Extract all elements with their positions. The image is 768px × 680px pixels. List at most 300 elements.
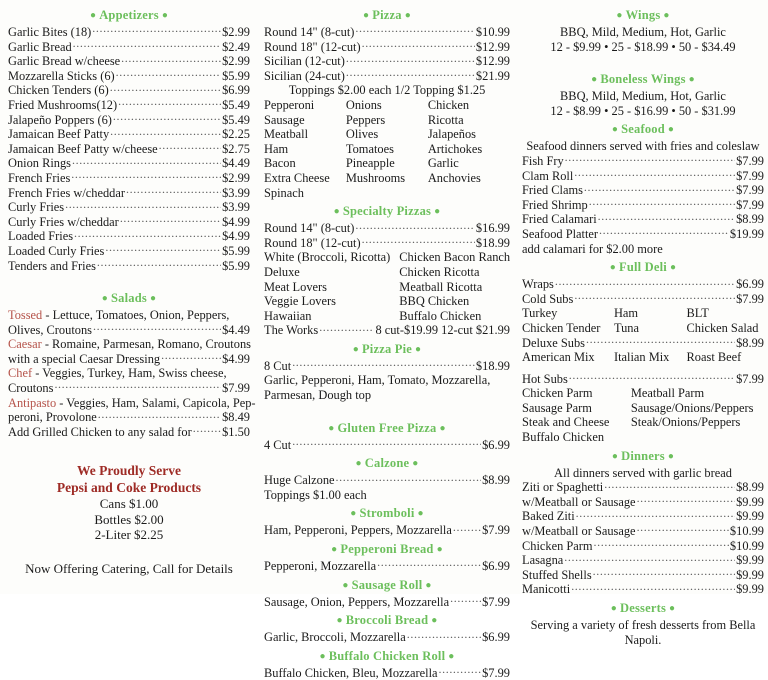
- gluten-free-name: 4 Cut: [264, 437, 292, 452]
- sausage-roll-row: [264, 595, 510, 610]
- leader-dots: [121, 54, 221, 65]
- desserts-note: Serving a variety of fresh desserts from Bella Napoli.: [530, 618, 756, 647]
- salad-item-name: Tossed: [8, 308, 43, 323]
- appetizer-item-price: $4.99: [222, 229, 250, 244]
- seafood-item-row: [522, 169, 764, 184]
- works-price: 8 cut-$19.99 12-cut $21.99: [375, 323, 510, 338]
- leader-dots: [292, 359, 475, 370]
- dinner-item-price: $10.99: [729, 524, 764, 539]
- pizza-item-price: $12.99: [475, 54, 510, 69]
- dinner-item-row: [522, 480, 764, 495]
- works-name: The Works: [264, 323, 319, 338]
- bullet-icon: ●: [404, 10, 411, 21]
- seafood-item-name: Fried Calamari: [522, 212, 597, 227]
- seafood-item-price: $7.99: [736, 153, 764, 168]
- hot-sub-name: Steak/Onions/Peppers: [630, 415, 741, 430]
- leader-dots: [564, 553, 735, 564]
- deluxe-sub-name: American Mix: [522, 350, 595, 365]
- seafood-item-name: Fish Fry: [522, 153, 564, 168]
- gluten-free-row: [264, 438, 510, 453]
- bullet-icon: ●: [667, 124, 675, 136]
- pepperoni-bread-name: Pepperoni, Mozzarella: [264, 559, 377, 574]
- bullet-icon: ●: [663, 10, 670, 21]
- appetizer-item-price: $4.49: [222, 156, 250, 171]
- dinner-item-price: $9.99: [736, 509, 764, 524]
- cold-sub-name: Chicken Tender: [522, 320, 601, 335]
- promo-cans: Cans $1.00: [99, 496, 159, 512]
- appetizer-item-row: [8, 142, 250, 157]
- pizza-topping: Olives: [345, 127, 379, 142]
- appetizer-item-price: $2.49: [222, 39, 250, 54]
- leader-dots: [571, 582, 735, 593]
- cold-subs-col-2: [614, 306, 687, 335]
- salad-item-price: $7.99: [222, 381, 250, 396]
- leader-dots: [126, 186, 221, 197]
- appetizer-item-row: [8, 113, 250, 128]
- appetizer-item-name: Garlic Bread w/cheese: [8, 54, 121, 69]
- hot-subs-grid: [522, 386, 764, 444]
- pizza-pie-desc-1: Garlic, Pepperoni, Ham, Tomato, Mozzarella,: [264, 373, 491, 388]
- salad-item-desc-line-1: Caesar - Romaine, Parmesan, Romano, Croutons: [8, 337, 251, 352]
- pizza-topping: Extra Cheese: [264, 170, 330, 185]
- pizza-list: [264, 25, 510, 83]
- deluxe-subs-name: Deluxe Subs: [522, 335, 585, 350]
- pizza-topping: Pineapple: [345, 156, 395, 171]
- leader-dots: [586, 336, 735, 347]
- hot-subs-price: $7.99: [736, 371, 764, 386]
- calzone-row: [264, 473, 510, 488]
- broccoli-bread-name: Garlic, Broccoli, Mozzarella: [264, 630, 406, 645]
- specialty-pizza-name: BBQ Chicken: [399, 294, 470, 309]
- appetizer-item-price: $5.49: [222, 97, 250, 112]
- section-header-calzone: ● Calzone ●: [264, 456, 510, 471]
- leader-dots: [105, 244, 221, 255]
- bullet-icon: ●: [149, 293, 157, 305]
- appetizer-item-name: Chicken Tenders (6): [8, 83, 109, 98]
- buffalo-chicken-roll-name: Buffalo Chicken, Bleu, Mozzarella: [264, 665, 438, 680]
- pizza-item-row: [264, 69, 510, 84]
- dinner-item-row: [522, 568, 764, 583]
- dinner-item-row: [522, 553, 764, 568]
- leader-dots: [362, 236, 475, 247]
- spacer: [522, 54, 764, 68]
- deluxe-sub-name: Roast Beef: [686, 350, 742, 365]
- sausage-roll-price: $7.99: [482, 594, 510, 609]
- leader-dots: [576, 509, 735, 520]
- section-header-pizza: ● Pizza ●: [264, 8, 510, 23]
- specialty-item-row: [264, 236, 510, 251]
- appetizer-item-name: Mozzarella Sticks (6): [8, 68, 115, 83]
- cold-sub-name: Ham: [613, 306, 639, 321]
- bullet-icon: ●: [363, 10, 370, 21]
- appetizer-item-price: $4.99: [222, 214, 250, 229]
- specialty-item-row: [264, 221, 510, 236]
- leader-dots: [120, 215, 221, 226]
- seafood-item-row: [522, 198, 764, 213]
- buffalo-chicken-roll-price: $7.99: [482, 665, 510, 680]
- pizza-item-name: Round 14" (8-cut): [264, 25, 355, 39]
- broccoli-bread-price: $6.99: [482, 630, 510, 645]
- pizza-topping: Mushrooms: [345, 170, 406, 185]
- deluxe-subs-col-3: [687, 350, 764, 365]
- salad-item-desc-line-1: Antipasto - Veggies, Ham, Salami, Capicola, Pep-: [8, 395, 256, 410]
- dinner-item-name: Chicken Parm: [522, 538, 593, 553]
- leader-dots: [439, 666, 482, 677]
- gluten-free-price: $6.99: [482, 437, 510, 452]
- catering-note: Now Offering Catering, Call for Details: [25, 560, 233, 576]
- leader-dots: [92, 25, 221, 36]
- leader-dots: [161, 352, 221, 363]
- bullet-icon: ●: [611, 450, 619, 462]
- appetizer-item-row: [8, 83, 250, 98]
- bullet-icon: ●: [616, 10, 623, 21]
- dinner-item-price: $8.99: [736, 480, 764, 495]
- pizza-toppings-note: Toppings $2.00 each 1/2 Topping $1.25: [288, 83, 486, 98]
- salad-item-name: Chef: [8, 366, 33, 381]
- leader-dots: [346, 54, 475, 65]
- dinner-item-row: [522, 524, 764, 539]
- appetizer-item-row: [8, 127, 250, 142]
- deluxe-sub-name: Italian Mix: [613, 350, 670, 365]
- appetizer-item-name: Jalapeño Poppers (6): [8, 112, 112, 127]
- cold-subs-name: Cold Subs: [522, 291, 574, 306]
- seafood-item-row: [522, 227, 764, 242]
- seafood-item-row: [522, 212, 764, 227]
- appetizer-item-name: Jamaican Beef Patty w/cheese: [8, 141, 158, 156]
- stromboli-name: Ham, Pepperoni, Peppers, Mozzarella: [264, 523, 452, 538]
- salad-item-row: [8, 323, 250, 338]
- leader-dots: [193, 425, 221, 436]
- stromboli-row: [264, 523, 510, 538]
- leader-dots: [118, 98, 221, 109]
- salad-addon-price: $1.50: [222, 424, 250, 439]
- bullet-icon: ●: [669, 262, 677, 274]
- deli-wraps-row: [522, 277, 764, 292]
- salad-item-row: [8, 410, 250, 425]
- pizza-pie-price: $18.99: [475, 358, 510, 373]
- salad-item-desc-line-2: peroni, Provolone: [8, 410, 97, 425]
- appetizer-item-name: Garlic Bites (18): [8, 25, 92, 39]
- pizza-topping: Ricotta: [427, 112, 464, 127]
- leader-dots: [336, 473, 482, 484]
- specialty-pizza-name: White (Broccoli, Ricotta): [264, 250, 391, 265]
- dinner-item-row: [522, 495, 764, 510]
- calzone-toppings-note: Toppings $1.00 each: [264, 487, 367, 502]
- appetizer-item-price: $2.99: [222, 25, 250, 39]
- appetizer-item-row: [8, 244, 250, 259]
- dinner-item-name: Manicotti: [522, 582, 571, 597]
- deluxe-subs-price: $8.99: [736, 335, 764, 350]
- salad-item-price: $4.49: [222, 322, 250, 337]
- bullet-icon: ●: [609, 262, 616, 274]
- appetizer-item-row: [8, 40, 250, 55]
- salad-item-price: $4.99: [222, 351, 250, 366]
- pizza-item-name: Sicilian (24-cut): [264, 68, 345, 83]
- leader-dots: [73, 40, 221, 51]
- bullet-icon: ●: [669, 603, 676, 614]
- appetizer-item-name: Loaded Curly Fries: [8, 243, 105, 258]
- section-header-specialty-pizzas: ● Specialty Pizzas ●: [264, 204, 510, 219]
- pizza-item-price: $21.99: [475, 68, 510, 83]
- stromboli-price: $7.99: [482, 523, 510, 538]
- bullet-icon: ●: [342, 579, 349, 591]
- appetizer-item-price: $5.99: [222, 243, 250, 258]
- leader-dots: [377, 559, 481, 570]
- cold-subs-col-3: [687, 306, 764, 335]
- specialty-pizza-name: Meatball Ricotta: [399, 279, 483, 294]
- section-header-salads: ● Salads ●: [8, 291, 250, 306]
- leader-dots: [565, 154, 735, 165]
- section-header-broccoli-bread: ● Broccoli Bread ●: [264, 613, 510, 628]
- salad-item-row: [8, 381, 250, 396]
- section-header-stromboli: ● Stromboli ●: [264, 506, 510, 521]
- seafood-note: Seafood dinners served with fries and coleslaw: [526, 139, 760, 154]
- section-header-full-deli: ● Full Deli ●: [522, 260, 764, 275]
- bullet-icon: ●: [89, 10, 97, 21]
- pizza-pie-desc-2: Parmesan, Dough top: [264, 388, 372, 403]
- pizza-topping: Artichokes: [427, 141, 483, 156]
- leader-dots: [65, 200, 221, 211]
- pizza-topping: Jalapeños: [427, 127, 476, 142]
- salad-item-price: $8.49: [222, 410, 250, 425]
- seafood-item-price: $7.99: [736, 183, 764, 198]
- appetizer-item-row: [8, 171, 250, 186]
- leader-dots: [407, 630, 481, 641]
- appetizer-item-price: $5.99: [222, 68, 250, 83]
- pizza-topping: Spinach: [264, 185, 304, 200]
- dinner-item-name: Stuffed Shells: [522, 567, 592, 582]
- bullet-icon: ●: [331, 544, 338, 556]
- buffalo-chicken-roll-row: [264, 666, 510, 680]
- leader-dots: [593, 568, 735, 579]
- wings-prices: 12 - $9.99 • 25 - $18.99 • 50 - $34.49: [550, 39, 736, 54]
- boneless-wings-prices: 12 - $8.99 • 25 - $16.99 • 50 - $31.99: [550, 103, 736, 118]
- pepperoni-bread-row: [264, 559, 510, 574]
- hot-sub-name: Chicken Parm: [522, 386, 593, 401]
- bullet-icon: ●: [350, 508, 357, 520]
- appetizer-item-price: $2.75: [222, 141, 250, 156]
- hot-sub-name: Sausage Parm: [522, 400, 592, 415]
- leader-dots: [159, 142, 221, 153]
- pizza-topping: Tomatoes: [345, 141, 394, 156]
- specialty-item-price: $16.99: [475, 221, 510, 236]
- promo-two-liter: 2-Liter $2.25: [94, 527, 164, 543]
- bullet-icon: ●: [591, 74, 598, 86]
- dinner-item-name: w/Meatball or Sausage: [522, 494, 636, 509]
- wings-flavors: BBQ, Mild, Medium, Hot, Garlic: [560, 25, 726, 39]
- toppings-col-2: [346, 98, 428, 200]
- section-header-pizza-pie: ● Pizza Pie ●: [264, 342, 510, 357]
- appetizer-item-name: Curly Fries: [8, 200, 65, 215]
- specialty-pizza-name: Buffalo Chicken: [399, 308, 482, 323]
- bullet-icon: ●: [436, 544, 443, 556]
- leader-dots: [319, 323, 374, 334]
- specialty-item-price: $18.99: [475, 235, 510, 250]
- seafood-item-name: Clam Roll: [522, 168, 574, 183]
- salad-addon-name: Add Grilled Chicken to any salad for: [8, 424, 192, 439]
- hot-subs-col-2: [631, 386, 764, 444]
- appetizer-item-name: Tenders and Fries: [8, 258, 96, 273]
- appetizer-item-price: $2.99: [222, 170, 250, 185]
- bullet-icon: ●: [336, 615, 343, 627]
- bullet-icon: ●: [101, 293, 109, 305]
- pizza-topping: Garlic: [427, 156, 459, 171]
- dinner-item-price: $10.99: [729, 538, 764, 553]
- leader-dots: [450, 595, 481, 606]
- specialty-pizza-name: Hawaiian: [264, 308, 312, 323]
- pizza-item-row: [264, 25, 510, 40]
- bullet-icon: ●: [431, 615, 438, 627]
- pizza-topping: Pepperoni: [264, 97, 315, 112]
- deli-deluxe-subs-row: [522, 336, 764, 351]
- leader-dots: [110, 83, 221, 94]
- menu-column-right: [516, 4, 768, 647]
- leader-dots: [98, 410, 221, 421]
- cold-sub-name: Tuna: [613, 320, 639, 335]
- salad-item-row: [8, 352, 250, 367]
- bullet-icon: ●: [319, 650, 326, 662]
- leader-dots: [355, 25, 475, 36]
- salad-item-desc-line-2: Croutons: [8, 381, 54, 396]
- pizza-topping: Chicken: [427, 97, 470, 112]
- promo-line-1: We Proudly Serve: [77, 463, 181, 479]
- appetizer-item-price: $3.99: [222, 185, 250, 200]
- wraps-name: Wraps: [522, 277, 554, 292]
- specialty-grid: [264, 250, 510, 323]
- appetizer-item-price: $3.99: [222, 200, 250, 215]
- pizza-item-row: [264, 54, 510, 69]
- appetizer-item-price: $6.99: [222, 83, 250, 98]
- section-header-dinners: ● Dinners ●: [522, 449, 764, 464]
- appetizer-item-row: [8, 25, 250, 40]
- hot-subs-name: Hot Subs: [522, 371, 568, 386]
- pizza-toppings-grid: [264, 98, 510, 200]
- bullet-icon: ●: [412, 458, 419, 470]
- dinner-item-price: $9.99: [736, 582, 764, 597]
- spacer: [8, 439, 250, 463]
- deluxe-subs-grid: [522, 350, 764, 365]
- dinner-item-row: [522, 539, 764, 554]
- section-header-pepperoni-bread: ● Pepperoni Bread ●: [264, 542, 510, 557]
- dinner-item-price: $9.99: [736, 494, 764, 509]
- salad-item-desc-line-2: with a special Caesar Dressing: [8, 351, 161, 366]
- seafood-item-name: Fried Shrimp: [522, 197, 588, 212]
- dinner-item-row: [522, 509, 764, 524]
- leader-dots: [74, 229, 221, 240]
- section-header-buffalo-chicken-roll: ● Buffalo Chicken Roll ●: [264, 649, 510, 664]
- leader-dots: [346, 69, 475, 80]
- leader-dots: [362, 40, 475, 51]
- salad-addon-row: [8, 425, 250, 440]
- salad-item-name: Antipasto: [8, 395, 57, 410]
- seafood-footnote: add calamari for $2.00 more: [522, 241, 663, 256]
- leader-dots: [116, 69, 221, 80]
- pizza-item-row: [264, 40, 510, 55]
- section-header-seafood: ● Seafood ●: [522, 122, 764, 137]
- hot-sub-name: Meatball Parm: [630, 386, 705, 401]
- bullet-icon: ●: [333, 206, 340, 218]
- appetizer-item-price: $2.99: [222, 54, 250, 69]
- appetizer-item-row: [8, 229, 250, 244]
- cold-sub-name: Turkey: [522, 306, 558, 321]
- specialty-works-row: [264, 323, 510, 338]
- dinners-note: All dinners served with garlic bread: [554, 465, 732, 480]
- menu-column-middle: [258, 4, 516, 680]
- section-header-appetizers: ● Appetizers ●: [8, 8, 250, 23]
- salad-item-desc-line-2: Olives, Croutons: [8, 322, 92, 337]
- appetizer-item-price: $2.25: [222, 127, 250, 142]
- cold-subs-price: $7.99: [736, 291, 764, 306]
- specialty-pizza-name: Deluxe: [264, 264, 300, 279]
- appetizer-item-row: [8, 98, 250, 113]
- dinner-item-name: w/Meatball or Sausage: [522, 524, 636, 539]
- salad-item-desc-line-1: Chef - Veggies, Turkey, Ham, Swiss cheese,: [8, 366, 227, 381]
- leader-dots: [598, 212, 735, 223]
- cold-sub-name: Chicken Salad: [686, 320, 759, 335]
- cold-subs-col-1: [522, 306, 614, 335]
- salad-item-desc-line-1: Tossed - Lettuce, Tomatoes, Onion, Peppers,: [8, 308, 230, 323]
- bullet-icon: ●: [434, 206, 441, 218]
- appetizers-list: [8, 25, 250, 273]
- deluxe-subs-col-2: [614, 350, 687, 365]
- boneless-wings-flavors: BBQ, Mild, Medium, Hot, Garlic: [560, 89, 726, 104]
- specialty-pizza-name: Meat Lovers: [264, 279, 327, 294]
- appetizer-item-name: Loaded Fries: [8, 229, 74, 244]
- dinner-item-row: [522, 582, 764, 597]
- appetizer-item-name: Curly Fries w/cheddar: [8, 214, 119, 229]
- leader-dots: [637, 495, 736, 506]
- cold-subs-grid: [522, 306, 764, 335]
- bullet-icon: ●: [667, 450, 675, 462]
- calzone-name: Huge Calzone: [264, 473, 335, 488]
- bullet-icon: ●: [610, 603, 617, 614]
- dinner-item-name: Ziti or Spaghetti: [522, 480, 604, 495]
- specialty-item-name: Round 18" (12-cut): [264, 235, 361, 250]
- appetizer-item-name: Onion Rings: [8, 156, 71, 171]
- appetizer-item-price: $5.99: [222, 258, 250, 273]
- leader-dots: [54, 381, 221, 392]
- appetizer-item-row: [8, 54, 250, 69]
- seafood-item-price: $8.99: [736, 212, 764, 227]
- leader-dots: [355, 221, 475, 232]
- seafood-item-row: [522, 183, 764, 198]
- leader-dots: [555, 277, 735, 288]
- specialty-pizza-name: Veggie Lovers: [264, 294, 336, 309]
- appetizer-item-name: Fried Mushrooms(12): [8, 97, 118, 112]
- bullet-icon: ●: [611, 124, 619, 136]
- calzone-price: $8.99: [482, 473, 510, 488]
- bullet-icon: ●: [448, 650, 455, 662]
- leader-dots: [589, 198, 735, 209]
- spacer: [522, 365, 764, 372]
- section-header-wings: ● Wings ●: [522, 8, 764, 23]
- leader-dots: [97, 259, 221, 270]
- appetizer-item-price: $5.49: [222, 112, 250, 127]
- specialty-col-2: [399, 250, 510, 323]
- spacer: [8, 273, 250, 287]
- leader-dots: [72, 156, 221, 167]
- appetizer-item-row: [8, 259, 250, 274]
- appetizer-item-name: Garlic Bread: [8, 39, 72, 54]
- seafood-list: [522, 154, 764, 242]
- bullet-icon: ●: [417, 508, 424, 520]
- bullet-icon: ●: [161, 10, 169, 21]
- leader-dots: [110, 127, 221, 138]
- menu-column-left: [0, 4, 258, 594]
- bullet-icon: ●: [352, 343, 359, 355]
- specialty-pizza-name: Chicken Ricotta: [399, 264, 480, 279]
- leader-dots: [637, 524, 729, 535]
